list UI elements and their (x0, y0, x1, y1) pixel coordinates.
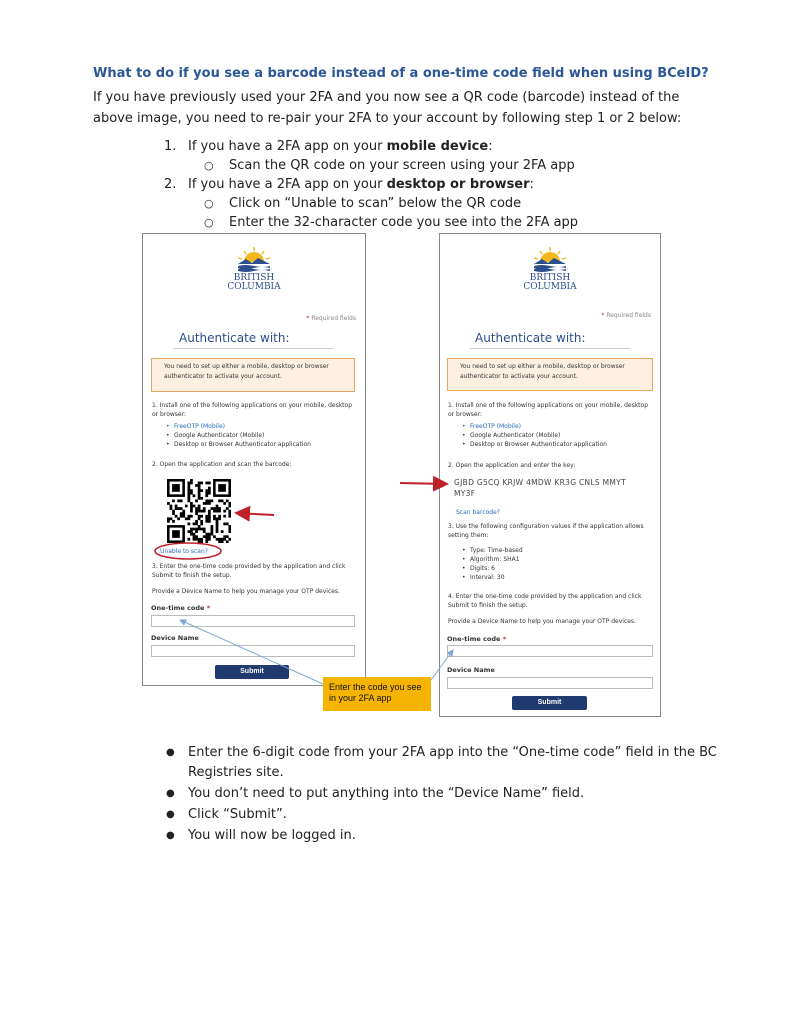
device-name-hint: Provide a Device Name to help you manage your OTP devices. (152, 588, 340, 595)
config-item: • Algorithm: SHA1 (448, 555, 653, 564)
step-text: If you have a 2FA app on your (188, 177, 387, 192)
key-step: 2. Open the application and enter the key: (448, 462, 576, 469)
enter-code-step: 4. Enter the one-time code provided by the application and click Submit to finish the setup. (448, 593, 642, 609)
app-item: • Desktop or Browser Authenticator application (152, 440, 357, 449)
warning-box: You need to set up either a mobile, desktop or browser authenticator to activate your account. (151, 358, 355, 392)
bullet-item: ● You will now be logged in. (164, 826, 724, 846)
one-time-code-label: One-time code * (447, 635, 507, 643)
warning-box: You need to set up either a mobile, desktop or browser authenticator to activate your account. (447, 358, 653, 391)
step-colon: : (488, 139, 493, 154)
key-pointer-arrow (400, 483, 447, 484)
bullet-icon: ● (166, 809, 175, 820)
sub-step-text: Enter the 32-character code you see into the 2FA app (229, 215, 579, 230)
bullet-list (164, 743, 724, 847)
device-name-label: Device Name (151, 634, 199, 642)
intro-paragraph: If you have previously used your 2FA and you now see a QR code (barcode) instead of the above image, you need to re-pair your 2FA to your account by following step 1 or 2 below: (93, 90, 682, 126)
app-item[interactable]: • FreeOTP (Mobile) (152, 422, 357, 431)
logo-line-1: BRITISH (529, 273, 571, 283)
auth-title: Authenticate with: (475, 331, 586, 345)
app-item: • Desktop or Browser Authenticator application (448, 440, 653, 449)
device-name-hint: Provide a Device Name to help you manage your OTP devices. (448, 618, 636, 625)
enter-code-step: 3. Enter the one-time code provided by the application and click Submit to finish the setup. (152, 563, 346, 579)
logo-line-2: COLUMBIA (523, 282, 577, 292)
app-item[interactable]: • FreeOTP (Mobile) (448, 422, 653, 431)
logo-line-1: BRITISH (233, 273, 275, 283)
step-text: If you have a 2FA app on your (188, 139, 387, 154)
unable-to-scan-link[interactable]: Unable to scan? (160, 548, 208, 555)
callout-pointer-left (180, 620, 323, 684)
one-time-code-label: One-time code * (151, 604, 211, 612)
step-number: 1. (164, 139, 177, 154)
bullet-icon: ● (166, 747, 175, 758)
bullet-icon: ● (166, 788, 175, 799)
callout-note: Enter the code you see in your 2FA app (323, 677, 431, 711)
callout-pointer-right (431, 650, 453, 680)
scan-barcode-link[interactable]: Scan barcode? (456, 509, 500, 516)
logo-line-2: COLUMBIA (227, 282, 281, 292)
scan-step: 2. Open the application and scan the barcode: (152, 461, 292, 468)
auth-title: Authenticate with: (179, 331, 290, 345)
circle-marker-icon: ○ (204, 159, 214, 172)
step-number: 2. (164, 177, 177, 192)
config-item: • Interval: 30 (448, 573, 653, 582)
submit-button[interactable]: Submit (215, 665, 289, 679)
install-step: 1. Install one of the following applications on your mobile, desktop or browser: (448, 402, 649, 418)
app-item: • Google Authenticator (Mobile) (152, 431, 357, 440)
step-emphasis: desktop or browser (386, 177, 530, 192)
secret-key-line: GJBD G5CQ KRJW 4MDW KR3G CNLS MMYT (454, 478, 626, 487)
bullet-item: ● Click “Submit”. (164, 805, 724, 825)
unable-to-scan-highlight (155, 543, 221, 559)
step-colon: : (529, 177, 534, 192)
device-name-label: Device Name (447, 666, 495, 674)
sub-step-text: Scan the QR code on your screen using your 2FA app (229, 158, 575, 173)
circle-marker-icon: ○ (204, 197, 214, 210)
bullet-item: ● Enter the 6-digit code from your 2FA app into the “One-time code” field in the BC Registries site. (166, 745, 717, 780)
section-heading: What to do if you see a barcode instead of a one-time code field when using BCeID? (93, 66, 709, 81)
app-item: • Google Authenticator (Mobile) (448, 431, 653, 440)
install-step: 1. Install one of the following applications on your mobile, desktop or browser: (152, 402, 353, 418)
required-note: * Required fields (601, 312, 651, 319)
submit-button[interactable]: Submit (512, 696, 587, 710)
bullet-icon: ● (166, 830, 175, 841)
circle-marker-icon: ○ (204, 216, 214, 229)
bullet-item: ● You don’t need to put anything into the “Device Name” field. (164, 784, 724, 804)
config-item: • Digits: 6 (448, 564, 653, 573)
qr-pointer-arrow (236, 513, 274, 515)
sub-step-text: Click on “Unable to scan” below the QR code (229, 196, 522, 211)
required-note: * Required fields (306, 315, 356, 322)
config-item: • Type: Time-based (448, 546, 653, 555)
step-emphasis: mobile device (386, 139, 489, 154)
secret-key-line: MY3F (454, 489, 476, 498)
config-step: 3. Use the following configuration values if the application allows setting them: (448, 523, 644, 539)
